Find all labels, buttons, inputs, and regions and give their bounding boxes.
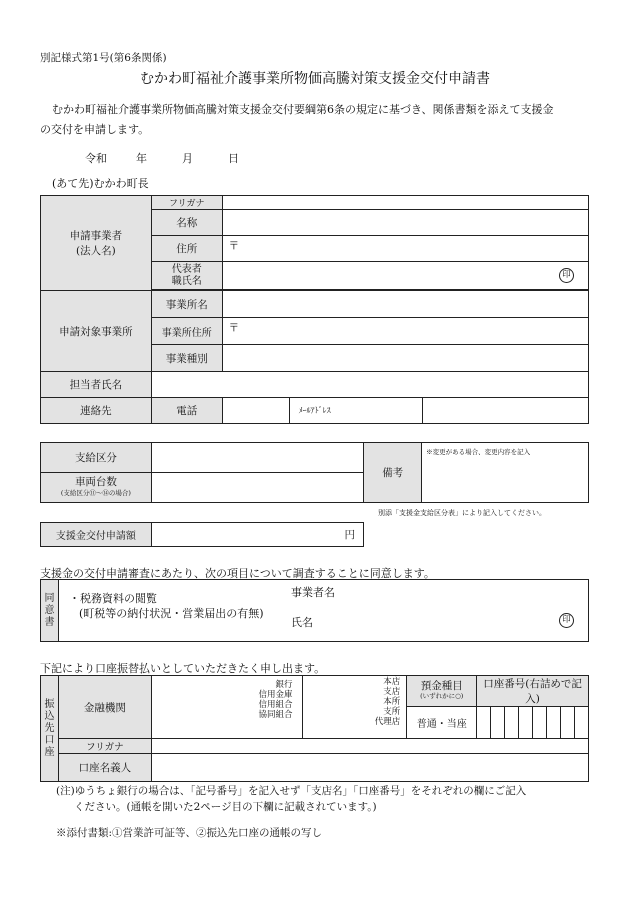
- office-address-label: 事業所住所: [151, 318, 222, 345]
- amount-label: 支援金交付申請額: [41, 523, 152, 547]
- email-input[interactable]: [423, 398, 589, 424]
- holder-furigana-input[interactable]: [151, 739, 588, 754]
- bank-side-3: 先: [44, 722, 55, 734]
- bank-side-2: 込: [44, 710, 55, 722]
- date-era: 令和: [85, 152, 107, 165]
- vehicles-note: (支給区分⑪～⑭の場合): [60, 488, 131, 497]
- consent-side-label: [41, 580, 59, 642]
- addressee: (あて先)むかわ町長: [52, 177, 149, 190]
- applicant-group-cell: [41, 196, 152, 291]
- phone-label: 電話: [151, 398, 222, 424]
- contact-label: 連絡先: [41, 398, 152, 424]
- vehicles-label: 車両台数: [74, 475, 117, 488]
- consent-lead: 支援金の交付申請審査にあたり、次の項目について調査することに同意します。: [40, 567, 435, 580]
- holder-furigana-label: フリガナ: [58, 739, 151, 754]
- representative-input[interactable]: [222, 262, 588, 290]
- holder-label: 口座名義人: [58, 754, 151, 782]
- office-type-label: 事業種別: [151, 345, 222, 372]
- office-address-input[interactable]: [222, 318, 588, 345]
- account-number-label: 口座番号(右詰めで記入): [477, 676, 589, 707]
- supply-category-label: 支給区分: [41, 443, 152, 473]
- branch-input[interactable]: [303, 676, 407, 739]
- office-name-input[interactable]: [222, 291, 588, 318]
- email-label: ﾒｰﾙｱﾄﾞﾚｽ: [289, 398, 340, 423]
- consent-side-2: 意: [44, 604, 55, 616]
- account-digit-3[interactable]: [505, 707, 519, 739]
- bank-side-1: 振: [44, 698, 55, 710]
- consent-business-label: 事業者名: [290, 586, 335, 599]
- bank-lead: 下記により口座振替払いとしていただきたく申し出ます。: [40, 662, 326, 675]
- form-number: 別記様式第1号(第6条関係): [40, 52, 167, 64]
- branch-honsho: 本所: [383, 697, 401, 707]
- branch-honten: 本店: [383, 677, 401, 687]
- attachments-note: ※添付書類:①営業許可証等、②振込先口座の通帳の写し: [56, 827, 323, 839]
- inst-kyodo: 協同組合: [258, 710, 293, 720]
- branch-shiten: 支店: [383, 687, 401, 697]
- remarks-input[interactable]: [422, 443, 589, 503]
- institution-label: 金融機関: [58, 676, 151, 739]
- branch-shisho: 支所: [383, 707, 401, 717]
- consent-item-1: ・税務資料の閲覧: [68, 592, 157, 605]
- account-digit-1[interactable]: [477, 707, 491, 739]
- supply-category-input[interactable]: [151, 443, 363, 473]
- supply-table: [40, 442, 589, 503]
- applicant-group-sub: (法人名): [76, 245, 116, 257]
- deposit-type-value[interactable]: 普通・当座: [407, 707, 477, 739]
- deposit-type-label: 預金種目: [420, 680, 463, 692]
- supply-table-note: 別添「支援金支給区分表」により記入してください。: [378, 509, 546, 517]
- target-group-label: 申請対象事業所: [41, 291, 152, 372]
- date-day: 日: [228, 152, 239, 165]
- person-in-charge-input[interactable]: [151, 372, 588, 398]
- consent-seal: 印: [559, 613, 574, 628]
- consent-table: [40, 579, 589, 642]
- consent-side-1: 同: [44, 592, 55, 604]
- office-type-input[interactable]: [222, 345, 588, 372]
- branch-dairiten: 代理店: [374, 717, 401, 727]
- bank-side-5: 座: [44, 746, 55, 758]
- address-input[interactable]: [222, 236, 588, 262]
- office-name-label: 事業所名: [151, 291, 222, 318]
- account-digit-4[interactable]: [519, 707, 533, 739]
- account-digit-6[interactable]: [547, 707, 561, 739]
- vehicles-input[interactable]: [151, 473, 363, 503]
- name-input[interactable]: [222, 210, 588, 236]
- bank-side-4: 口: [44, 734, 55, 746]
- consent-item-2: (町税等の納付状況・営業届出の有無): [78, 607, 264, 620]
- consent-name-label: 氏名: [290, 616, 313, 629]
- furigana-input[interactable]: [222, 196, 588, 210]
- deposit-type-label-cell: [407, 676, 477, 707]
- amount-input[interactable]: [151, 523, 363, 547]
- applicant-table: [40, 195, 589, 424]
- applicant-group-label: 申請事業者: [69, 230, 123, 242]
- institution-input[interactable]: [151, 676, 303, 739]
- name-label: 名称: [151, 210, 222, 236]
- account-digit-2[interactable]: [491, 707, 505, 739]
- holder-input[interactable]: [151, 754, 588, 782]
- account-digit-8[interactable]: [574, 707, 588, 739]
- phone-input[interactable]: [222, 398, 423, 424]
- date-month: 月: [182, 152, 193, 165]
- note-line-1: (注)ゆうちょ銀行の場合は、「記号番号」を記入せず「支店名」「口座番号」をそれぞれの欄にご記入: [56, 785, 527, 797]
- inst-bank: 銀行: [275, 680, 293, 690]
- consent-body: [58, 580, 588, 642]
- address-label: 住所: [151, 236, 222, 262]
- remarks-note: ※変更がある場合、変更内容を記入: [426, 448, 531, 456]
- bank-table: [40, 675, 589, 782]
- vehicles-label-cell: [41, 473, 152, 503]
- postal-mark: 〒: [228, 240, 240, 252]
- consent-side-3: 書: [44, 616, 55, 628]
- furigana-label: フリガナ: [151, 196, 222, 210]
- seal-mark: 印: [559, 268, 574, 283]
- rep-line-2: 職氏名: [171, 275, 202, 287]
- account-digit-5[interactable]: [533, 707, 547, 739]
- inst-shinkumi: 信用組合: [258, 700, 293, 710]
- date-year: 年: [136, 152, 147, 165]
- rep-line-1: 代表者: [171, 263, 202, 275]
- amount-table: [40, 522, 364, 547]
- inst-shinkin: 信用金庫: [258, 690, 293, 700]
- representative-label: [151, 262, 222, 290]
- person-in-charge-label: 担当者氏名: [41, 372, 152, 398]
- amount-unit: 円: [344, 529, 355, 541]
- intro-line-2: の交付を申請します。: [40, 123, 150, 136]
- deposit-type-note: (いずれかに○): [420, 692, 464, 700]
- remarks-label: 備考: [364, 443, 422, 503]
- bank-side-label: [41, 676, 59, 782]
- office-postal-mark: 〒: [228, 322, 240, 334]
- account-digit-7[interactable]: [560, 707, 574, 739]
- note-line-2: ください。(通帳を開いた2ページ目の下欄に記載されています。): [74, 801, 377, 813]
- intro-line-1: むかわ町福祉介護事業所物価高騰対策支援金交付要綱第6条の規定に基づき、関係書類を添えて支援金: [52, 103, 554, 116]
- form-title: むかわ町福祉介護事業所物価高騰対策支援金交付申請書: [140, 71, 490, 87]
